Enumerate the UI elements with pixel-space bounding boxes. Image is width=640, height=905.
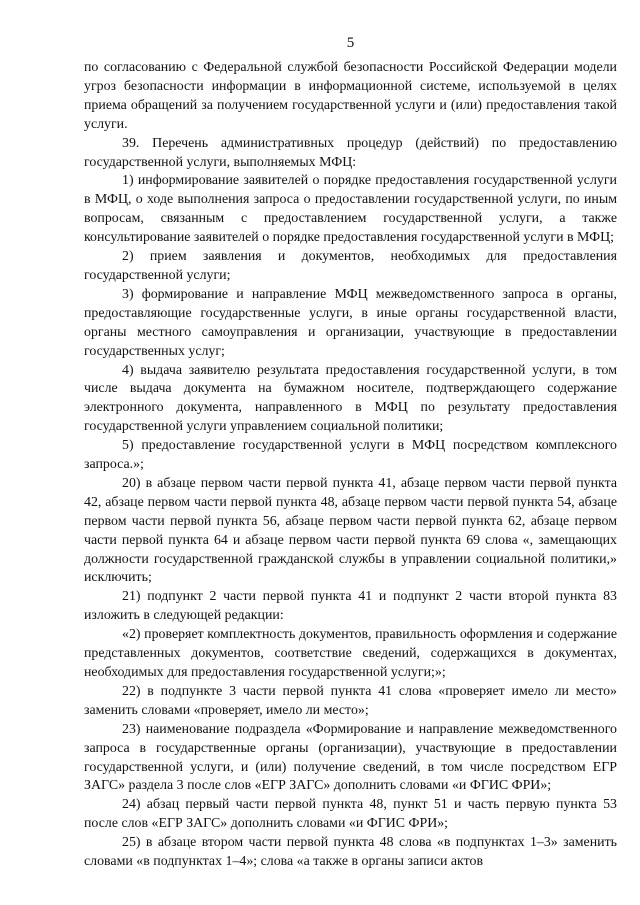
paragraph-item-24: 24) абзац первый части первой пункта 48, пункт 51 и часть первую пункта 53 после слов «ЕГР ЗАГС» дополнить словами «и ФГИС ФРИ»; — [84, 797, 617, 832]
paragraph-subitem-3: 3) формирование и направление МФЦ межведомственного запроса в органы, предоставляющие государственные услуги, в иные органы государственной власти, органы местного самоуправления и организации, участвующие в предоставлении государственных услуг; — [84, 286, 617, 359]
paragraph-subitem-2: 2) прием заявления и документов, необходимых для предоставления государственной услуги; — [84, 249, 617, 283]
paragraph-item-21: 21) подпункт 2 части первой пункта 41 и подпункт 2 части второй пункта 83 изложить в следующей редакции: — [84, 589, 617, 624]
paragraph-subitem-4: 4) выдача заявителю результата предоставления государственной услуги, в том числе выдача документа на бумажном носителе, подтверждающего содержание электронного документа, направленного в МФЦ по результату предоставления государственной услуги управлением социальной политики; — [84, 362, 617, 435]
paragraph-item-20: 20) в абзаце первом части первой пункта 41, абзаце первом части первой пункта 42, абзаце первом части первой пункта 48, абзаце первом части первой пункта 54, абзаце первом части первой пункта 56, абзаце первом части первой пункта 62, абзаце первом части первой пункта 64 и абзаце первом части первой пункта 69 слова «, замещающих должности государственной гражданской службы в управлении социальной политики,» исключить; — [84, 475, 617, 586]
paragraph-item-23: 23) наименование подраздела «Формирование и направление межведомственного запроса в государственные органы (организации), участвующие в предоставлении государственной услуги, и (или) получение сведений, в том числе посредством ЕГР ЗАГС» раздела 3 после слов «ЕГР ЗАГС» дополнить словами «и ФГИС ФРИ»; — [84, 721, 617, 794]
paragraph-item-22: 22) в подпункте 3 части первой пункта 41 слова «проверяет имело ли место» заменить словами «проверяет, имело ли место»; — [84, 683, 617, 718]
paragraph-subitem-5: 5) предоставление государственной услуги в МФЦ посредством комплексного запроса.»; — [84, 438, 617, 473]
document-page — [84, 34, 617, 872]
paragraph-item-25: 25) в абзаце втором части первой пункта 48 слова «в подпунктах 1–3» заменить словами «в подпунктах 1–4»; слова «а также в органы записи актов — [84, 835, 617, 870]
paragraph-quoted-2: «2) проверяет комплектность документов, правильность оформления и содержание представленных документов, соответствие сведений, содержащихся в документах, необходимых для предоставления государственной услуги;»; — [84, 627, 617, 680]
paragraph-item-39: 39. Перечень административных процедур (действий) по предоставлению государственной услуги, выполняемых МФЦ: — [84, 135, 617, 170]
paragraph-subitem-1: 1) информирование заявителей о порядке предоставления государственной услуги в МФЦ, о ходе выполнения запроса о предоставлении государственной услуги, по иным вопросам, связанным с предоставлением государственной услуги, а также консультирование заявителей о порядке предоставления государственной услуги в МФЦ; — [84, 173, 617, 246]
page-number: 5 — [346, 35, 355, 51]
paragraph-continuation: по согласованию с Федеральной службой безопасности Российской Федерации модели угроз безопасности информации в информационной системе, используемой в целях приема обращений за получением государственной услуги и (или) предоставления такой услуги. — [84, 60, 617, 132]
